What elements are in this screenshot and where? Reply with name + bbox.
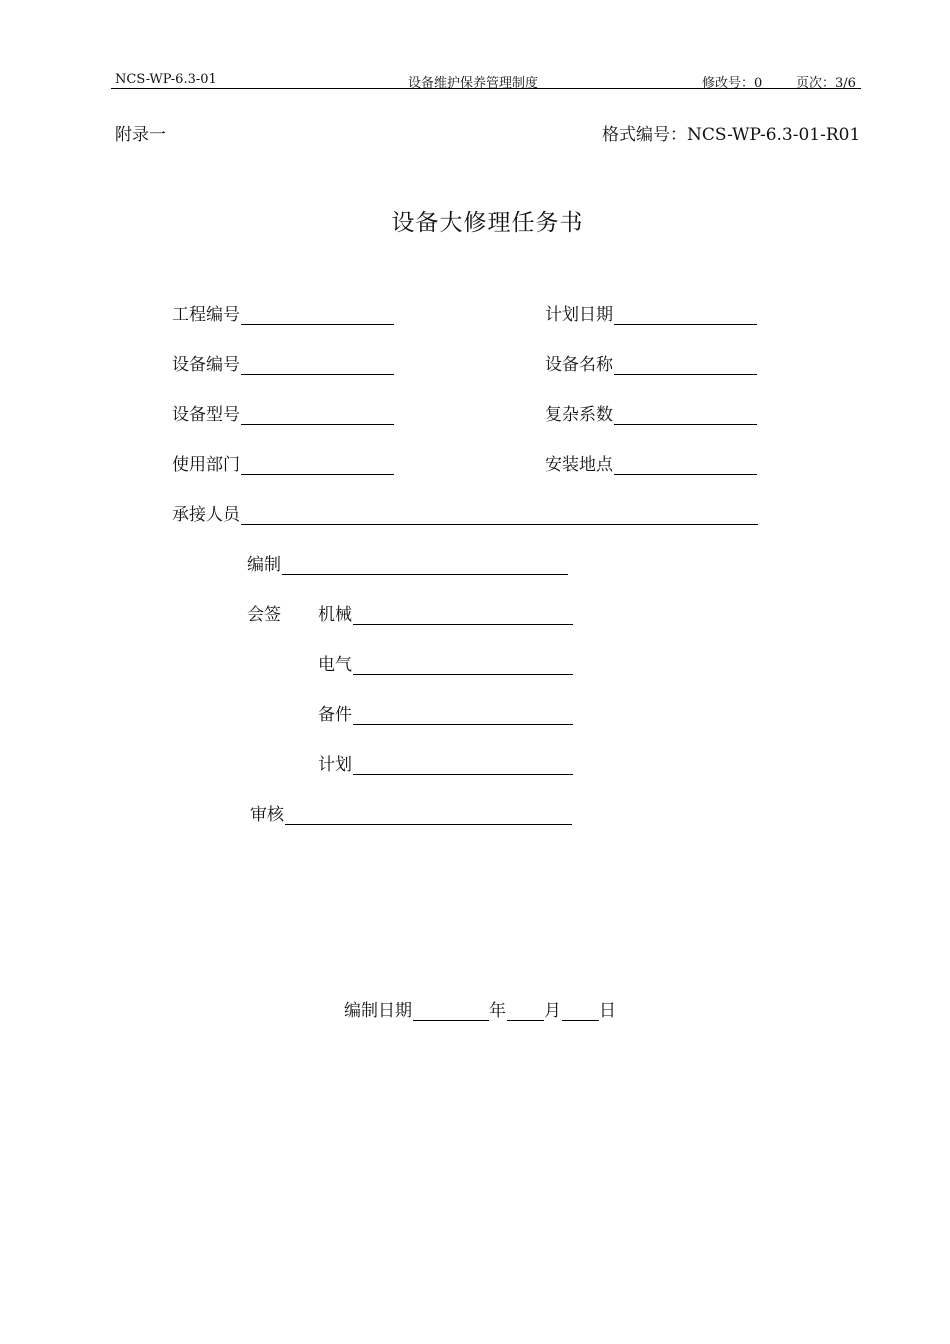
contractor-label: 承接人员 [172, 505, 240, 525]
planning-label: 计划 [318, 755, 352, 775]
complexity-label: 复杂系数 [545, 405, 613, 425]
project-no-blank[interactable] [241, 304, 394, 325]
month-blank[interactable] [507, 1000, 544, 1021]
department-field[interactable] [172, 450, 394, 475]
appendix-label: 附录一 [115, 125, 166, 145]
location-label: 安装地点 [545, 455, 613, 475]
equipment-no-blank[interactable] [241, 354, 394, 375]
doc-code: NCS-WP-6.3-01 [115, 72, 217, 87]
mechanical-field[interactable] [318, 600, 573, 625]
countersign-label-wrap [247, 600, 281, 625]
electrical-blank[interactable] [353, 654, 573, 675]
complexity-blank[interactable] [614, 404, 757, 425]
revision-number: 修改号：0 [702, 76, 763, 91]
doc-title: 设备维护保养管理制度 [408, 76, 539, 91]
prepared-field[interactable] [247, 550, 568, 575]
format-code: 格式编号：NCS-WP-6.3-01-R01 [602, 125, 861, 145]
planning-blank[interactable] [353, 754, 573, 775]
review-label: 审核 [250, 805, 284, 825]
electrical-field[interactable] [318, 650, 573, 675]
mechanical-blank[interactable] [353, 604, 573, 625]
review-blank[interactable] [285, 804, 572, 825]
spare-parts-label: 备件 [318, 705, 352, 725]
complexity-field[interactable] [545, 400, 757, 425]
day-label: 日 [599, 1001, 616, 1021]
equipment-name-blank[interactable] [614, 354, 757, 375]
equipment-model-label: 设备型号 [172, 405, 240, 425]
department-blank[interactable] [241, 454, 394, 475]
prepared-date-label: 编制日期 [344, 1001, 412, 1021]
location-blank[interactable] [614, 454, 757, 475]
equipment-model-field[interactable] [172, 400, 394, 425]
plan-date-field[interactable] [545, 300, 757, 325]
review-field[interactable] [250, 800, 572, 825]
spare-parts-field[interactable] [318, 700, 573, 725]
equipment-model-blank[interactable] [241, 404, 394, 425]
electrical-label: 电气 [318, 655, 352, 675]
equipment-no-field[interactable] [172, 350, 394, 375]
countersign-label: 会签 [247, 605, 281, 625]
day-blank[interactable] [562, 1000, 599, 1021]
prepared-label: 编制 [247, 555, 281, 575]
project-no-field[interactable] [172, 300, 394, 325]
month-label: 月 [544, 1001, 561, 1021]
year-blank[interactable] [413, 1000, 489, 1021]
equipment-name-field[interactable] [545, 350, 757, 375]
contractor-field[interactable] [172, 500, 758, 525]
planning-field[interactable] [318, 750, 573, 775]
project-no-label: 工程编号 [172, 305, 240, 325]
page-title: 设备大修理任务书 [391, 210, 584, 236]
equipment-name-label: 设备名称 [545, 355, 613, 375]
plan-date-blank[interactable] [614, 304, 757, 325]
mechanical-label: 机械 [318, 605, 352, 625]
location-field[interactable] [545, 450, 757, 475]
department-label: 使用部门 [172, 455, 240, 475]
page-number: 页次：3/6 [796, 76, 856, 91]
spare-parts-blank[interactable] [353, 704, 573, 725]
year-label: 年 [489, 1001, 506, 1021]
prepared-blank[interactable] [282, 554, 568, 575]
plan-date-label: 计划日期 [545, 305, 613, 325]
header-divider [111, 88, 861, 89]
equipment-no-label: 设备编号 [172, 355, 240, 375]
contractor-blank[interactable] [241, 504, 758, 525]
prepared-date-row [344, 996, 616, 1021]
